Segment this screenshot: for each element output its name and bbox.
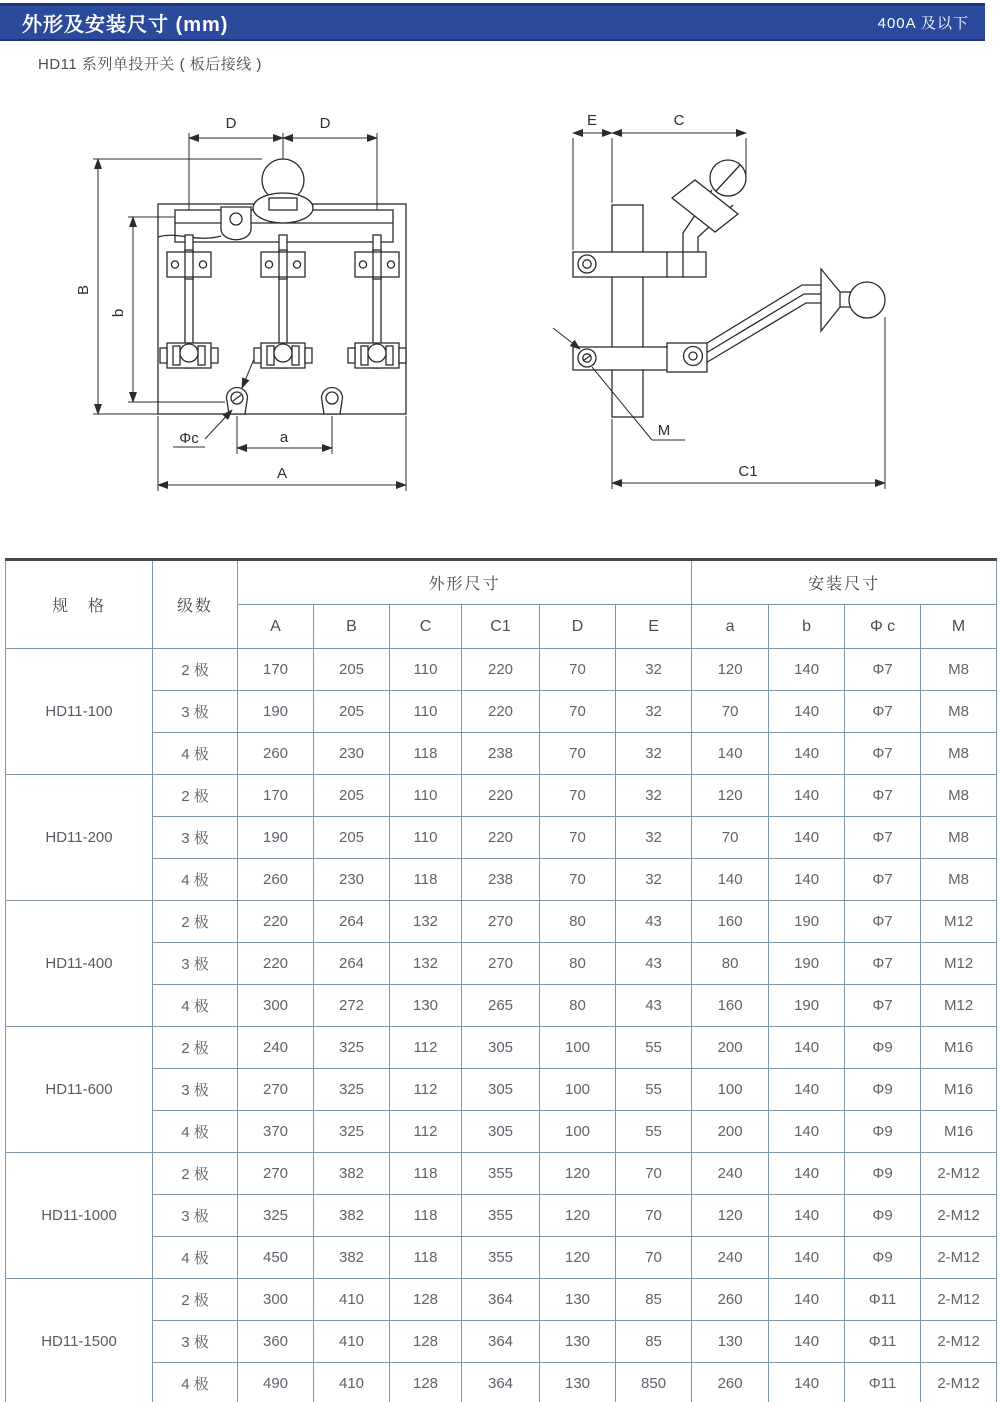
bottom-contacts xyxy=(160,343,406,368)
page-title: 外形及安装尺寸 (mm) xyxy=(22,14,229,36)
value-cell: 130 xyxy=(692,1321,769,1363)
col-header-4: D xyxy=(540,605,616,649)
value-cell: 220 xyxy=(462,775,540,817)
dim-label-C: C xyxy=(673,112,685,129)
value-cell: Φ7 xyxy=(845,901,921,943)
mounting-panel xyxy=(612,205,643,417)
value-cell: Φ7 xyxy=(845,649,921,691)
value-cell: 140 xyxy=(769,649,845,691)
value-cell: 850 xyxy=(616,1363,692,1402)
value-cell: 260 xyxy=(238,733,314,775)
value-cell: 220 xyxy=(238,943,314,985)
value-cell: M16 xyxy=(921,1069,997,1111)
value-cell: 355 xyxy=(462,1237,540,1279)
value-cell: 190 xyxy=(238,691,314,733)
value-cell: Φ11 xyxy=(845,1363,921,1402)
table-row xyxy=(6,817,997,859)
value-cell: Φ9 xyxy=(845,1111,921,1153)
value-cell: 85 xyxy=(616,1279,692,1321)
value-cell: 130 xyxy=(540,1279,616,1321)
poles-cell: 2 极 xyxy=(153,1027,238,1069)
poles-cell: 2 极 xyxy=(153,775,238,817)
value-cell: Φ9 xyxy=(845,1237,921,1279)
value-cell: 112 xyxy=(390,1027,462,1069)
value-cell: Φ9 xyxy=(845,1195,921,1237)
value-cell: 264 xyxy=(314,901,390,943)
table-row xyxy=(6,1153,997,1195)
table-row xyxy=(6,775,997,817)
value-cell: M8 xyxy=(921,817,997,859)
dim-label-d2: D xyxy=(319,115,331,132)
value-cell: 80 xyxy=(692,943,769,985)
value-cell: M16 xyxy=(921,1027,997,1069)
switch-front-body xyxy=(158,159,406,414)
value-cell: 140 xyxy=(769,1027,845,1069)
value-cell: 325 xyxy=(314,1027,390,1069)
value-cell: 140 xyxy=(769,775,845,817)
value-cell: Φ7 xyxy=(845,691,921,733)
value-cell: 118 xyxy=(390,1237,462,1279)
value-cell: 220 xyxy=(462,691,540,733)
col-group-outline-dims: 外形尺寸 xyxy=(238,560,692,605)
value-cell: 140 xyxy=(769,1153,845,1195)
value-cell: 360 xyxy=(238,1321,314,1363)
value-cell: 2-M12 xyxy=(921,1153,997,1195)
value-cell: Φ7 xyxy=(845,733,921,775)
value-cell: 240 xyxy=(238,1027,314,1069)
dim-label-C1: C1 xyxy=(738,463,758,480)
value-cell: 32 xyxy=(616,817,692,859)
value-cell: 70 xyxy=(692,817,769,859)
front-dimensions xyxy=(75,115,406,491)
col-header-spec: 规 格 xyxy=(6,560,153,649)
table-row xyxy=(6,1069,997,1111)
value-cell: 264 xyxy=(314,943,390,985)
dim-label-A: A xyxy=(276,465,288,482)
table-row xyxy=(6,1195,997,1237)
value-cell: 70 xyxy=(616,1195,692,1237)
value-cell: 260 xyxy=(692,1279,769,1321)
dim-label-d1: D xyxy=(225,115,237,132)
lower-ball xyxy=(849,282,885,318)
value-cell: 112 xyxy=(390,1111,462,1153)
value-cell: 140 xyxy=(769,1195,845,1237)
value-cell: 110 xyxy=(390,691,462,733)
col-header-6: a xyxy=(692,605,769,649)
value-cell: 32 xyxy=(616,691,692,733)
value-cell: 260 xyxy=(692,1363,769,1402)
value-cell: 238 xyxy=(462,733,540,775)
value-cell: 100 xyxy=(540,1069,616,1111)
value-cell: 170 xyxy=(238,649,314,691)
value-cell: 140 xyxy=(769,1321,845,1363)
value-cell: 190 xyxy=(769,985,845,1027)
col-header-7: b xyxy=(769,605,845,649)
value-cell: 132 xyxy=(390,901,462,943)
table-row xyxy=(6,1321,997,1363)
col-header-1: B xyxy=(314,605,390,649)
value-cell: 128 xyxy=(390,1279,462,1321)
value-cell: 265 xyxy=(462,985,540,1027)
value-cell: Φ11 xyxy=(845,1321,921,1363)
value-cell: 410 xyxy=(314,1363,390,1402)
col-header-9: M xyxy=(921,605,997,649)
value-cell: 130 xyxy=(540,1363,616,1402)
value-cell: 364 xyxy=(462,1321,540,1363)
value-cell: 382 xyxy=(314,1153,390,1195)
value-cell: 43 xyxy=(616,901,692,943)
value-cell: 160 xyxy=(692,985,769,1027)
value-cell: 100 xyxy=(692,1069,769,1111)
value-cell: 120 xyxy=(540,1195,616,1237)
value-cell: 240 xyxy=(692,1237,769,1279)
value-cell: 120 xyxy=(540,1237,616,1279)
value-cell: 100 xyxy=(540,1111,616,1153)
poles-cell: 2 极 xyxy=(153,1279,238,1321)
value-cell: 130 xyxy=(540,1321,616,1363)
poles-cell: 2 极 xyxy=(153,649,238,691)
value-cell: 490 xyxy=(238,1363,314,1402)
value-cell: 305 xyxy=(462,1069,540,1111)
value-cell: 220 xyxy=(462,649,540,691)
value-cell: 190 xyxy=(238,817,314,859)
value-cell: 325 xyxy=(238,1195,314,1237)
side-view-svg xyxy=(540,95,960,515)
value-cell: 305 xyxy=(462,1027,540,1069)
value-cell: 240 xyxy=(692,1153,769,1195)
table-row xyxy=(6,1027,997,1069)
value-cell: Φ7 xyxy=(845,859,921,901)
value-cell: 140 xyxy=(769,859,845,901)
value-cell: 2-M12 xyxy=(921,1363,997,1402)
value-cell: 230 xyxy=(314,733,390,775)
pole-assemblies xyxy=(160,235,406,414)
value-cell: 70 xyxy=(540,859,616,901)
table-row xyxy=(6,1111,997,1153)
value-cell: 220 xyxy=(462,817,540,859)
value-cell: 230 xyxy=(314,859,390,901)
value-cell: 238 xyxy=(462,859,540,901)
value-cell: 382 xyxy=(314,1237,390,1279)
value-cell: 55 xyxy=(616,1027,692,1069)
value-cell: 70 xyxy=(692,691,769,733)
poles-cell: 3 极 xyxy=(153,943,238,985)
value-cell: 140 xyxy=(769,1111,845,1153)
value-cell: 118 xyxy=(390,1153,462,1195)
value-cell: Φ7 xyxy=(845,775,921,817)
poles-cell: 4 极 xyxy=(153,1363,238,1402)
value-cell: 190 xyxy=(769,901,845,943)
value-cell: 140 xyxy=(769,733,845,775)
value-cell: 220 xyxy=(238,901,314,943)
value-cell: Φ7 xyxy=(845,817,921,859)
value-cell: 120 xyxy=(692,1195,769,1237)
series-subtitle: HD11 系列单投开关 ( 板后接线 ) xyxy=(38,56,262,73)
value-cell: 128 xyxy=(390,1363,462,1402)
dim-label-E: E xyxy=(586,112,598,129)
value-cell: 2-M12 xyxy=(921,1279,997,1321)
front-view-svg xyxy=(55,95,485,525)
poles-cell: 4 极 xyxy=(153,733,238,775)
poles-cell: 3 极 xyxy=(153,1195,238,1237)
value-cell: Φ9 xyxy=(845,1027,921,1069)
value-cell: 110 xyxy=(390,775,462,817)
value-cell: Φ7 xyxy=(845,985,921,1027)
value-cell: 140 xyxy=(769,691,845,733)
value-cell: 355 xyxy=(462,1153,540,1195)
yoke-notch xyxy=(269,198,297,210)
value-cell: 110 xyxy=(390,817,462,859)
value-cell: 120 xyxy=(692,649,769,691)
value-cell: 382 xyxy=(314,1195,390,1237)
table-row xyxy=(6,733,997,775)
side-view-drawing xyxy=(540,95,960,515)
value-cell: 2-M12 xyxy=(921,1195,997,1237)
table-row xyxy=(6,1279,997,1321)
col-header-0: A xyxy=(238,605,314,649)
value-cell: 118 xyxy=(390,733,462,775)
value-cell: M8 xyxy=(921,859,997,901)
poles-cell: 3 极 xyxy=(153,1069,238,1111)
value-cell: 364 xyxy=(462,1279,540,1321)
value-cell: 132 xyxy=(390,943,462,985)
poles-cell: 3 极 xyxy=(153,691,238,733)
value-cell: 110 xyxy=(390,649,462,691)
value-cell: 2-M12 xyxy=(921,1237,997,1279)
poles-cell: 2 极 xyxy=(153,901,238,943)
value-cell: 80 xyxy=(540,901,616,943)
value-cell: 32 xyxy=(616,859,692,901)
value-cell: 300 xyxy=(238,1279,314,1321)
value-cell: 140 xyxy=(769,1237,845,1279)
col-header-5: E xyxy=(616,605,692,649)
value-cell: Φ11 xyxy=(845,1279,921,1321)
rating-label: 400A 及以下 xyxy=(877,15,969,32)
value-cell: 260 xyxy=(238,859,314,901)
poles-cell: 3 极 xyxy=(153,1321,238,1363)
value-cell: 70 xyxy=(616,1153,692,1195)
spec-cell: HD11-1500 xyxy=(6,1279,153,1402)
value-cell: 43 xyxy=(616,985,692,1027)
value-cell: 120 xyxy=(540,1153,616,1195)
value-cell: Φ7 xyxy=(845,943,921,985)
value-cell: 205 xyxy=(314,775,390,817)
value-cell: M8 xyxy=(921,691,997,733)
col-group-mount-dims: 安装尺寸 xyxy=(692,560,997,605)
poles-cell: 4 极 xyxy=(153,1237,238,1279)
value-cell: 70 xyxy=(540,775,616,817)
value-cell: 140 xyxy=(769,817,845,859)
value-cell: 85 xyxy=(616,1321,692,1363)
spec-cell: HD11-100 xyxy=(6,649,153,775)
hinge-hole xyxy=(230,213,242,225)
value-cell: 364 xyxy=(462,1363,540,1402)
value-cell: 70 xyxy=(540,733,616,775)
value-cell: 70 xyxy=(540,649,616,691)
value-cell: 118 xyxy=(390,1195,462,1237)
upper-handle xyxy=(672,160,746,252)
table-row xyxy=(6,985,997,1027)
spec-cell: HD11-200 xyxy=(6,775,153,901)
value-cell: 70 xyxy=(540,817,616,859)
value-cell: 160 xyxy=(692,901,769,943)
poles-cell: 4 极 xyxy=(153,985,238,1027)
dimensions-table xyxy=(5,558,997,1402)
value-cell: 32 xyxy=(616,775,692,817)
value-cell: 100 xyxy=(540,1027,616,1069)
value-cell: 140 xyxy=(769,1279,845,1321)
value-cell: 32 xyxy=(616,733,692,775)
table-row xyxy=(6,901,997,943)
value-cell: 130 xyxy=(390,985,462,1027)
value-cell: 70 xyxy=(540,691,616,733)
value-cell: M12 xyxy=(921,985,997,1027)
mounting-holes xyxy=(227,388,343,415)
value-cell: 325 xyxy=(314,1069,390,1111)
value-cell: M8 xyxy=(921,775,997,817)
value-cell: 205 xyxy=(314,691,390,733)
dim-label-b: b xyxy=(110,308,127,318)
switch-side-body xyxy=(573,160,885,417)
value-cell: 205 xyxy=(314,817,390,859)
poles-cell: 3 极 xyxy=(153,817,238,859)
value-cell: M8 xyxy=(921,733,997,775)
value-cell: 190 xyxy=(769,943,845,985)
value-cell: M16 xyxy=(921,1111,997,1153)
value-cell: 370 xyxy=(238,1111,314,1153)
value-cell: 55 xyxy=(616,1111,692,1153)
value-cell: 70 xyxy=(616,1237,692,1279)
value-cell: M12 xyxy=(921,943,997,985)
value-cell: 128 xyxy=(390,1321,462,1363)
col-header-poles: 级数 xyxy=(153,560,238,649)
header-row-groups xyxy=(6,560,997,605)
value-cell: 80 xyxy=(540,985,616,1027)
value-cell: M12 xyxy=(921,901,997,943)
value-cell: 270 xyxy=(238,1069,314,1111)
col-header-2: C xyxy=(390,605,462,649)
value-cell: 80 xyxy=(540,943,616,985)
value-cell: 300 xyxy=(238,985,314,1027)
value-cell: 32 xyxy=(616,649,692,691)
value-cell: 272 xyxy=(314,985,390,1027)
lower-cone xyxy=(821,269,840,331)
front-view-drawing xyxy=(55,95,485,525)
value-cell: 140 xyxy=(769,1069,845,1111)
dim-label-B: B xyxy=(75,284,92,296)
value-cell: M8 xyxy=(921,649,997,691)
poles-cell: 4 极 xyxy=(153,1111,238,1153)
poles-cell: 4 极 xyxy=(153,859,238,901)
value-cell: 450 xyxy=(238,1237,314,1279)
value-cell: 140 xyxy=(769,1363,845,1402)
col-header-3: C1 xyxy=(462,605,540,649)
spec-cell: HD11-600 xyxy=(6,1027,153,1153)
top-clips xyxy=(167,250,399,279)
table-row xyxy=(6,1237,997,1279)
value-cell: 325 xyxy=(314,1111,390,1153)
value-cell: 43 xyxy=(616,943,692,985)
value-cell: 140 xyxy=(692,733,769,775)
table-row xyxy=(6,1363,997,1402)
value-cell: 55 xyxy=(616,1069,692,1111)
value-cell: 200 xyxy=(692,1027,769,1069)
value-cell: 112 xyxy=(390,1069,462,1111)
spec-cell: HD11-1000 xyxy=(6,1153,153,1279)
spec-cell: HD11-400 xyxy=(6,901,153,1027)
value-cell: 410 xyxy=(314,1279,390,1321)
dim-label-a: a xyxy=(279,429,289,446)
col-header-8: Φ c xyxy=(845,605,921,649)
value-cell: 118 xyxy=(390,859,462,901)
value-cell: 355 xyxy=(462,1195,540,1237)
value-cell: 410 xyxy=(314,1321,390,1363)
value-cell: 270 xyxy=(462,943,540,985)
value-cell: 2-M12 xyxy=(921,1321,997,1363)
value-cell: 270 xyxy=(462,901,540,943)
value-cell: 120 xyxy=(692,775,769,817)
top-terminal xyxy=(573,252,706,277)
dim-label-M: M xyxy=(657,422,671,439)
table-row xyxy=(6,859,997,901)
table-row xyxy=(6,691,997,733)
poles-cell: 2 极 xyxy=(153,1153,238,1195)
table-row xyxy=(6,649,997,691)
value-cell: 200 xyxy=(692,1111,769,1153)
dim-label-phi-c: Φc xyxy=(179,430,199,447)
table-row xyxy=(6,943,997,985)
value-cell: 170 xyxy=(238,775,314,817)
lower-handle xyxy=(699,269,885,364)
title-bar xyxy=(0,3,985,41)
value-cell: 205 xyxy=(314,649,390,691)
value-cell: 305 xyxy=(462,1111,540,1153)
value-cell: Φ9 xyxy=(845,1069,921,1111)
value-cell: 140 xyxy=(692,859,769,901)
value-cell: 270 xyxy=(238,1153,314,1195)
value-cell: Φ9 xyxy=(845,1153,921,1195)
